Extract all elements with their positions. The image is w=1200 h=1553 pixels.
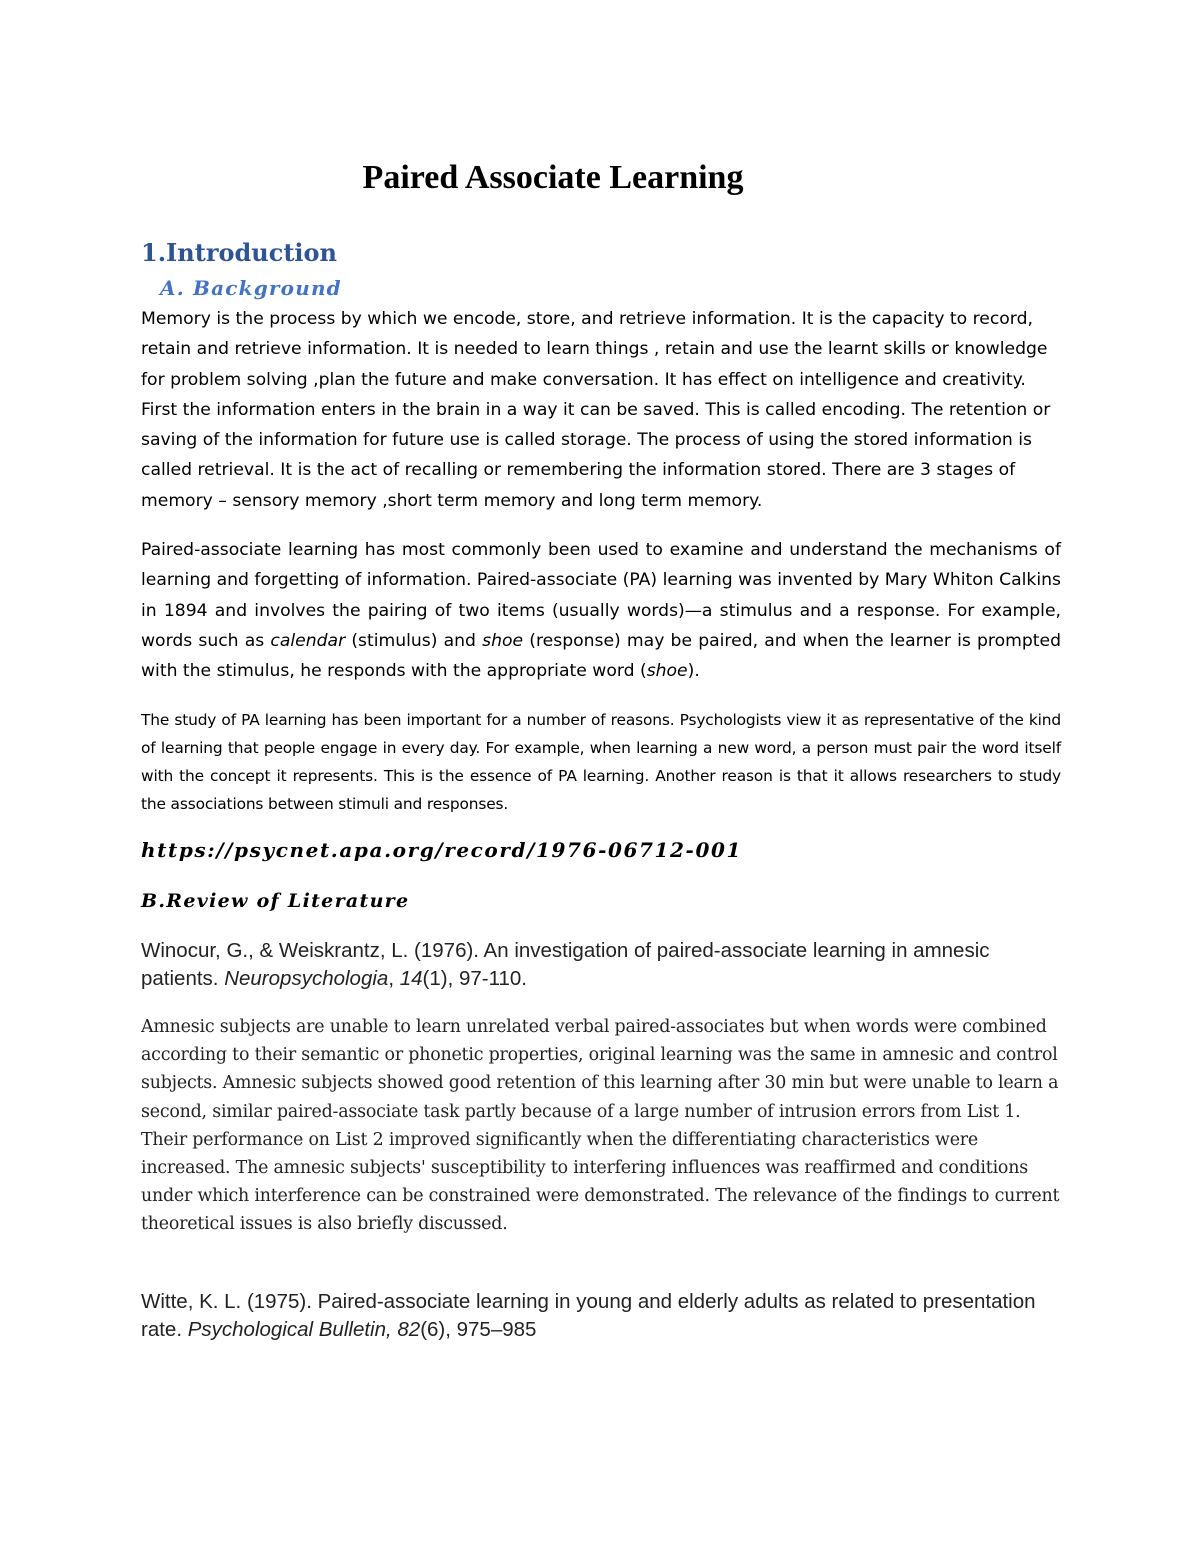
paragraph-text: (response) may be paired, and when the learner is prompted with the stimulus, he responds with the appropriate word ( <box>141 630 1061 682</box>
subsection-heading-background: A. Background <box>160 276 342 300</box>
reference-text: (6), 975–985 <box>420 1318 537 1341</box>
emphasis-word: shoe <box>482 630 524 651</box>
reference-text: Witte, K. L. (1975). Paired-associate learning in young and elderly adults as related to presentation rate. <box>141 1290 1036 1341</box>
reference-abstract: Amnesic subjects are unable to learn unrelated verbal paired-associates but when words were combined according to their semantic or phonetic properties, original learning was the same in amnesic and control subjects. Amnesic subjects showed good retention of this learning after 30 min but were unable to learn a second, similar paired-associate task partly because of a large number of intrusion errors from List 1. Their performance on List 2 improved significantly when the differentiating characteristics were increased. The amnesic subjects' susceptibility to interfering influences was reaffirmed and conditions under which interference can be constrained were demonstrated. The relevance of the findings to current theoretical issues is also briefly discussed. <box>141 1017 1060 1235</box>
reference-text: (1), 97-110. <box>422 967 527 990</box>
section-heading-review-of-literature: B.Review of Literature <box>141 890 410 912</box>
paragraph-memory-definition: Memory is the process by which we encode, store, and retrieve information. It is the capacity to record, retain and retrieve information. It is needed to learn things , retain and use the learnt skills or knowledge for problem solving ,plan the future and make conversation. It has effect on intelligence and creativity. First the information enters in the brain in a way it can be saved. This is called encoding. The retention or saving of the information for future use is called storage. The process of using the stored information is called retrieval. It is the act of recalling or remembering the information stored. There are 3 stages of memory – sensory memory ,short term memory and long term memory. <box>141 309 1051 511</box>
paragraph-text: (stimulus) and <box>345 630 483 651</box>
document-title: Paired Associate Learning <box>362 159 744 196</box>
reference-winocur-1976 <box>141 937 1071 993</box>
journal-title: Psychological Bulletin, 82 <box>187 1318 421 1341</box>
paragraph-paired-associate-learning <box>141 535 1061 686</box>
paragraph-text: ). <box>687 661 700 682</box>
journal-volume: 14 <box>399 967 423 990</box>
reference-text: Winocur, G., & Weiskrantz, L. (1976). An investigation of paired-associate learning in amnesic patients. <box>141 939 990 990</box>
source-url-link[interactable]: https://psycnet.apa.org/record/1976-06712-001 <box>141 838 742 862</box>
section-heading-introduction: 1.Introduction <box>141 238 337 267</box>
emphasis-word: shoe <box>646 661 688 682</box>
reference-text: , <box>388 967 400 990</box>
paragraph-study-of-pa-learning: The study of PA learning has been important for a number of reasons. Psychologists view it as representative of the kind of learning that people engage in every day. For example, when learning a new word, a person must pair the word itself with the concept it represents. This is the essence of PA learning. Another reason is that it allows researchers to study the associations between stimuli and responses. <box>141 711 1061 813</box>
emphasis-word: calendar <box>270 630 346 651</box>
journal-title: Neuropsychologia <box>224 967 389 990</box>
reference-witte-1975 <box>141 1288 1071 1344</box>
paragraph-text: Paired-associate learning has most commonly been used to examine and understand the mechanisms of learning and forgetting of information. Paired-associate (PA) learning was invented by Mary Whiton Calkins in 1894 and involves the pairing of two items (usually words)—a stimulus and a response. For example, words such as <box>141 540 1061 651</box>
